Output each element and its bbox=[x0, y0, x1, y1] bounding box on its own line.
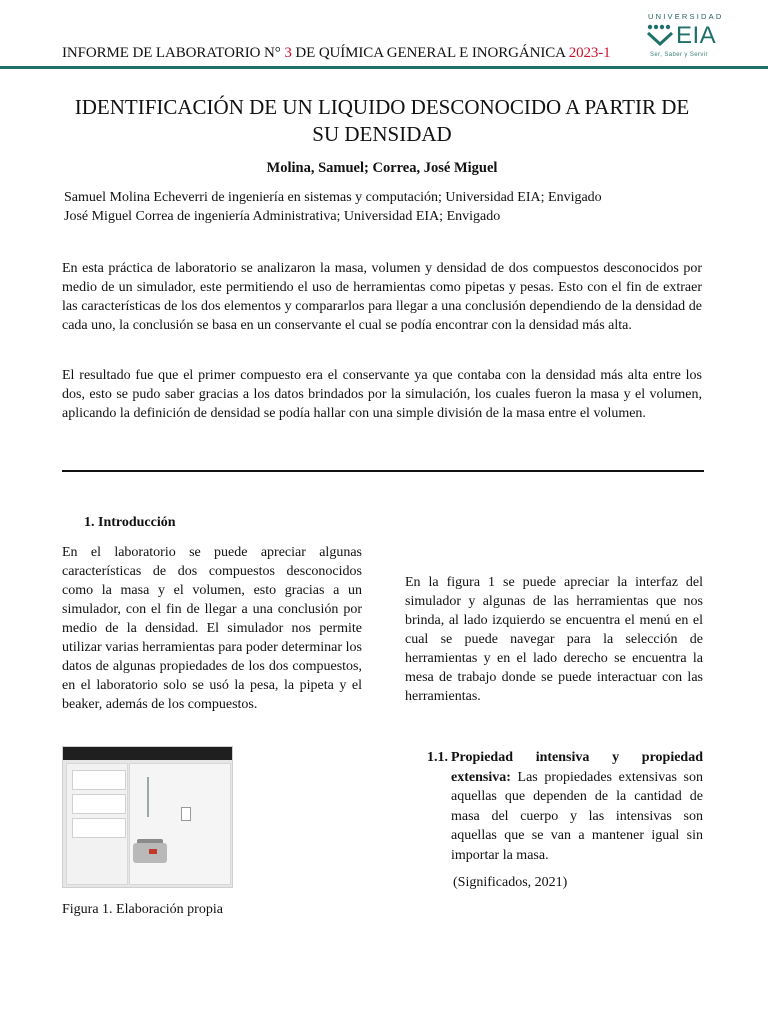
subsection-number: 1.1. bbox=[427, 750, 448, 765]
affiliation-1: Samuel Molina Echeverri de ingeniería en sistemas y computación; Universidad EIA; Envigado bbox=[64, 190, 602, 205]
logo-brand: EIA bbox=[676, 22, 717, 49]
citation: (Significados, 2021) bbox=[453, 875, 568, 890]
university-logo bbox=[640, 12, 730, 60]
simulator-tool-slot bbox=[72, 794, 126, 814]
affiliation-2: José Miguel Correa de ingeniería Administrativa; Universidad EIA; Envigado bbox=[64, 209, 501, 224]
simulator-figure bbox=[62, 746, 233, 888]
logo-tagline: Ser, Saber y Servir bbox=[650, 52, 708, 58]
scale-display bbox=[149, 849, 157, 854]
simulator-menu-panel bbox=[66, 763, 128, 885]
abstract-paragraph-1: En esta práctica de laboratorio se analizaron la masa, volumen y densidad de dos compuestos desconocidos por medio de un simulador, este permitiendo el uso de herramientas como pipetas y pesas. Esto con el fin de extraer las características de los dos elementos y compararlos para llegar a una conclusión dependiendo de la densidad de cada uno, la conclusión se basa en un conservante el cual se podía encontrar con la densidad más alta. bbox=[62, 261, 702, 333]
section-divider bbox=[62, 470, 704, 472]
header-rule bbox=[0, 66, 768, 69]
document-title: IDENTIFICACIÓN DE UN LIQUIDO DESCONOCIDO A PARTIR DE SU DENSIDAD bbox=[74, 95, 690, 146]
report-middle: DE QUÍMICA GENERAL E INORGÁNICA bbox=[291, 45, 569, 61]
subsection-body bbox=[451, 748, 703, 865]
simulator-tool-slot bbox=[72, 818, 126, 838]
report-prefix: INFORME DE LABORATORIO N° bbox=[62, 45, 285, 61]
report-header bbox=[62, 45, 611, 62]
authors: Molina, Samuel; Correa, José Miguel bbox=[266, 160, 498, 176]
beaker-icon bbox=[181, 807, 191, 821]
logo-university-label: UNIVERSIDAD bbox=[648, 12, 724, 21]
report-period: 2023-1 bbox=[568, 45, 611, 61]
intro-heading: 1. Introducción bbox=[84, 515, 176, 530]
report-number: 3 bbox=[284, 45, 292, 61]
subsection-block bbox=[427, 748, 703, 865]
figure-caption: Figura 1. Elaboración propia bbox=[62, 902, 223, 917]
simulator-toolbar bbox=[63, 747, 232, 760]
simulator-tool-slot bbox=[72, 770, 126, 790]
subsection-text: Las propiedades extensivas son aquellas que dependen de la cantidad de masa del cuerpo y las intensivas son aquellas que se van a mantener igual sin importar la masa. bbox=[451, 769, 703, 863]
abstract-paragraph-2: El resultado fue que el primer compuesto era el conservante ya que contaba con la densidad más alta entre los dos, esto se pudo saber gracias a los datos brindados por la simulación, los cuales fueron la masa y el volumen, aplicando la definición de densidad se podía hallar con una simple división de la masa entre el volumen. bbox=[62, 368, 702, 421]
intro-left-text: En el laboratorio se puede apreciar algunas características de dos compuestos desconocidos como la masa y el volumen, esto gracias a un simulador, con el fin de llegar a una conclusión por medio de la densidad. El simulador nos permite utilizar varias herramientas para poder determinar los datos de algunas propiedades de los dos compuestos, en el laboratorio solo se usó la pesa, la pipeta y el beaker, además de los compuestos. bbox=[62, 545, 362, 712]
subsection-heading: Propiedad intensiva y propiedad extensiva: bbox=[451, 750, 703, 785]
pipette-icon bbox=[147, 777, 149, 817]
intro-right-text: En la figura 1 se puede apreciar la interfaz del simulador y algunas de las herramientas que nos brinda, al lado izquierdo se encuentra el menú en el cual se puede navegar para la selección de herramientas y en el lado derecho se encuentra la mesa de trabajo donde se puede interactuar con las herramientas. bbox=[405, 575, 703, 704]
simulator-workbench bbox=[129, 763, 231, 885]
logo-emblem-icon bbox=[646, 24, 676, 46]
